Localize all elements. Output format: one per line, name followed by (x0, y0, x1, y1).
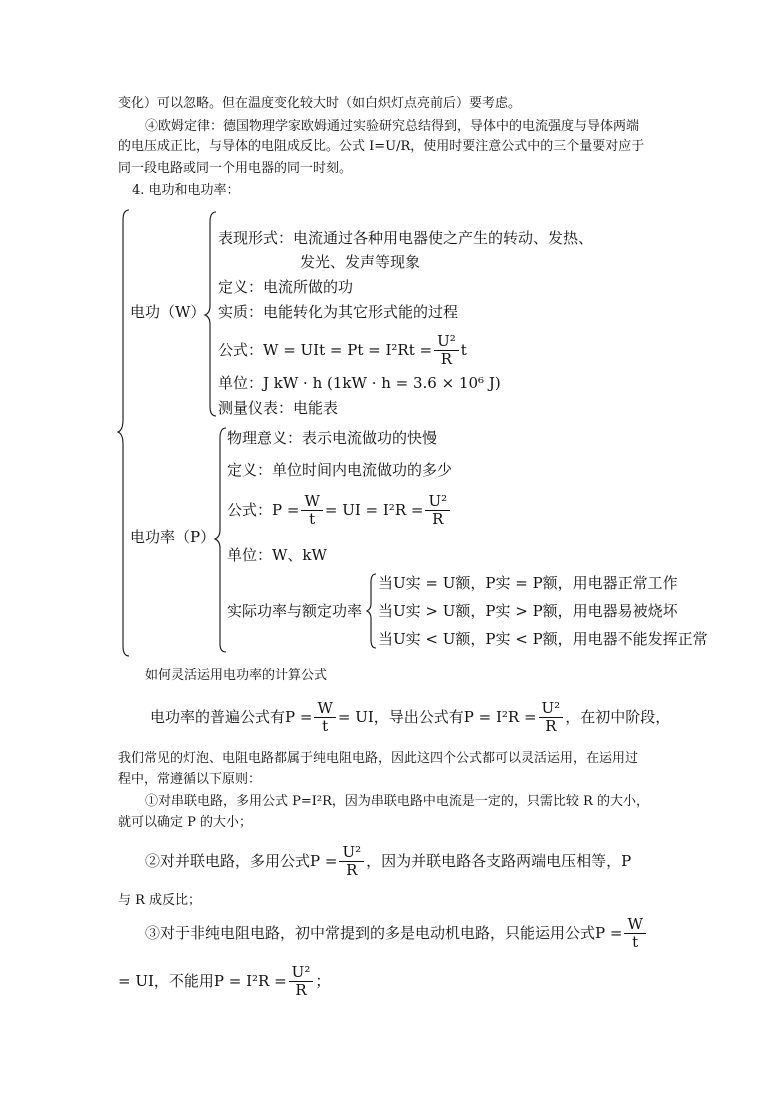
fraction-denominator: R (432, 510, 444, 529)
fraction-numerator: U² (339, 844, 364, 862)
rule-2-text-a: ②对并联电路，多用公式P = (145, 851, 338, 870)
rule-3-fraction (624, 916, 645, 952)
fraction-denominator: t (322, 717, 329, 736)
general-text-b: = UI，导出公式有P = I²R = (337, 707, 537, 726)
rule-3-formula-2 (118, 964, 330, 1000)
power-formula-mid: = UI = I²R = (324, 500, 424, 519)
general-text-a: 电功率的普遍公式有P = (150, 707, 313, 726)
general-fraction-2 (539, 700, 564, 736)
section-heading: 4. 电功和电功率： (132, 183, 240, 198)
intro-line-1: 变化）可以忽略。但在温度变化较大时（如白炽灯点亮前后）要考虑。 (118, 96, 522, 111)
power-formula-p: P = (272, 500, 300, 519)
fraction-denominator: t (632, 933, 639, 952)
fraction-numerator: U² (539, 700, 564, 718)
general-fraction-1 (314, 700, 335, 736)
rule-3-formula (145, 916, 648, 952)
power-definition: 定义：单位时间内电流做功的多少 (227, 461, 453, 479)
power-fraction-2 (425, 493, 450, 529)
power-case-equal: 当U实 = U额，P实 = P额，用电器正常工作 (378, 574, 678, 592)
intro-line-3: 的电压成正比，与导体的电阻成反比。公式 I=U/R，使用时要注意公式中的三个量要对应于 (118, 139, 645, 154)
compare-brace (367, 574, 376, 648)
power-actual-label: 实际功率与额定功率 (227, 602, 363, 620)
usage-heading: 如何灵活运用电功率的计算公式 (145, 668, 328, 683)
rule-3-text-c: ； (315, 971, 331, 990)
work-form-2: 发光、发声等现象 (300, 253, 421, 271)
work-definition: 定义：电流所做的功 (218, 278, 354, 296)
power-fraction-1 (301, 493, 322, 529)
fraction-numerator: W (301, 493, 322, 511)
power-unit: 单位：W、kW (227, 546, 327, 564)
usage-para-1: 我们常见的灯泡、电阻电路都属于纯电阻电路，因此这四个公式都可以灵活运用，在运用过 (118, 751, 639, 766)
power-brace (215, 428, 226, 652)
power-formula-prefix: 公式： (227, 500, 273, 519)
rule-3-text-a: ③对于非纯电阻电路，初中常提到的多是电动机电路，只能运用公式P = (145, 923, 623, 942)
rule-1-line-2: 就可以确定 P 的大小； (118, 815, 253, 830)
work-formula-prefix: 公式： (218, 340, 264, 359)
work-formula (218, 333, 467, 369)
usage-general-formula (150, 700, 670, 736)
work-essence: 实质：电能转化为其它形式能的过程 (218, 303, 459, 321)
fraction-denominator: R (545, 717, 557, 736)
rule-3-fraction-2 (289, 964, 314, 1000)
power-case-greater: 当U实 > U额，P实 > P额，用电器易被烧坏 (378, 602, 678, 620)
rule-2-text-b: ，因为并联电路各支路两端电压相等，P (366, 851, 632, 870)
work-formula-main: W = UIt = Pt = I²Rt = (263, 340, 433, 359)
fraction-denominator: R (295, 981, 307, 1000)
work-formula-tail: t (460, 340, 467, 359)
work-brace (205, 212, 216, 416)
work-label: 电功（W） (130, 303, 206, 321)
power-case-less: 当U实 < U额，P实 < P额，用电器不能发挥正常 (378, 630, 708, 648)
work-formula-fraction (434, 333, 459, 369)
fraction-numerator: U² (425, 493, 450, 511)
rule-2-formula (145, 844, 631, 880)
rule-1-line-1: ①对串联电路，多用公式 P=I²R，因为串联电路中电流是一定的，只需比较 R 的大小， (145, 794, 649, 809)
fraction-numerator: U² (289, 964, 314, 982)
fraction-numerator: W (314, 700, 335, 718)
usage-para-2: 程中，常遵循以下原则： (118, 772, 262, 787)
fraction-numerator: W (624, 916, 645, 934)
fraction-denominator: R (346, 861, 358, 880)
outer-brace (118, 210, 129, 656)
work-unit: 单位：J kW · h (1kW · h = 3.6 × 10⁶ J) (218, 374, 501, 392)
power-label: 电功率（P） (130, 528, 216, 546)
rule-3-text-b: = UI，不能用P = I²R = (118, 971, 287, 990)
general-text-c: ，在初中阶段， (565, 707, 671, 726)
work-form-1: 表现形式：电流通过各种用电器使之产生的转动、发热、 (218, 229, 594, 247)
fraction-denominator: R (440, 350, 453, 369)
fraction-denominator: t (309, 510, 316, 529)
power-formula (227, 493, 452, 529)
rule-2-fraction (339, 844, 364, 880)
intro-line-4: 同一段电路或同一个用电器的同一时刻。 (118, 161, 353, 176)
power-meaning: 物理意义：表示电流做功的快慢 (227, 429, 438, 447)
rule-2-line-2: 与 R 成反比； (118, 893, 202, 908)
fraction-numerator: U² (434, 333, 459, 351)
work-meter: 测量仪表：电能表 (218, 399, 339, 417)
intro-line-2: ④欧姆定律：德国物理学家欧姆通过实验研究总结得到，导体中的电流强度与导体两端 (145, 119, 640, 134)
